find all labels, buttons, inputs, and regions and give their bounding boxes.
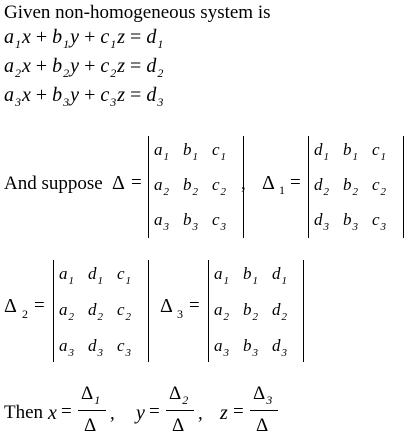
coef-a: a	[4, 26, 14, 48]
determinant-left-bar	[53, 260, 54, 362]
entry-letter: b	[343, 140, 352, 159]
entry-index: 2	[223, 311, 229, 323]
entry-letter: d	[88, 300, 97, 319]
entry-index: 2	[68, 311, 74, 323]
index: 3	[157, 95, 164, 109]
entry-index: 2	[97, 311, 103, 323]
var-z: z	[117, 55, 126, 77]
entry-letter: b	[243, 300, 252, 319]
entry-index: 3	[125, 347, 132, 359]
entry-letter: c	[117, 300, 125, 319]
entry-letter: d	[272, 264, 281, 283]
entry-letter: a	[154, 210, 163, 229]
determinant-entry	[183, 140, 199, 163]
equals: =	[125, 55, 147, 77]
var-x: x	[22, 26, 31, 48]
delta1-subscript: 1	[279, 183, 285, 197]
entry-letter: d	[314, 175, 323, 194]
equation-line	[4, 26, 164, 49]
index: 1	[157, 37, 164, 51]
entry-index: 1	[97, 275, 103, 287]
entry-index: 1	[380, 151, 387, 163]
determinant-entry	[117, 300, 132, 323]
const-d: d	[146, 84, 157, 106]
equals-sign: =	[131, 172, 142, 193]
equals-sign: =	[290, 172, 301, 193]
plus: +	[30, 84, 53, 106]
equation-line	[4, 84, 164, 107]
entry-index: 1	[323, 151, 329, 163]
determinant-entry	[272, 264, 288, 287]
index: 3	[63, 95, 70, 109]
coef-c: c	[100, 84, 110, 106]
solution-variable: y	[136, 402, 145, 424]
entry-index: 2	[125, 311, 132, 323]
var-y: y	[70, 84, 80, 106]
entry-index: 2	[192, 186, 198, 198]
entry-index: 1	[223, 275, 229, 287]
entry-index: 3	[68, 347, 74, 359]
index: 1	[15, 37, 21, 51]
entry-index: 3	[223, 347, 229, 359]
determinant-entry	[214, 264, 230, 287]
comma: ,	[241, 173, 246, 194]
determinant-entry	[372, 140, 387, 163]
determinant-entry	[243, 300, 259, 323]
determinant-entry	[88, 264, 104, 287]
determinant-right-bar	[403, 136, 404, 238]
entry-index: 3	[281, 347, 287, 359]
determinant-entry	[214, 300, 230, 323]
fraction-denominator: Δ	[256, 415, 269, 436]
determinant-entry	[88, 300, 104, 323]
entry-index: 1	[281, 275, 287, 287]
delta-symbol: Δ	[169, 383, 182, 404]
var-x: x	[22, 55, 31, 77]
then-label: Then	[4, 402, 44, 423]
coef-b: b	[52, 26, 63, 48]
entry-letter: a	[59, 264, 68, 283]
determinant-entry	[154, 175, 170, 198]
delta2-symbol: Δ	[4, 295, 17, 317]
entry-letter: c	[372, 210, 380, 229]
entry-letter: d	[272, 300, 281, 319]
determinant-right-bar	[148, 260, 149, 362]
entry-index: 2	[163, 186, 169, 198]
plus: +	[79, 26, 101, 48]
delta1-symbol: Δ	[262, 172, 275, 194]
coef-c: c	[100, 55, 110, 77]
determinant-entry	[212, 140, 227, 163]
determinant-entry	[214, 336, 230, 359]
index: 2	[15, 66, 21, 80]
numerator-index: 2	[182, 393, 189, 407]
equals: =	[125, 26, 147, 48]
determinant-right-bar	[303, 260, 304, 362]
var-z: z	[117, 84, 126, 106]
entry-index: 1	[68, 275, 74, 287]
equation-line	[4, 55, 164, 78]
entry-index: 2	[220, 186, 227, 198]
entry-index: 3	[192, 221, 198, 233]
comma: ,	[198, 403, 203, 424]
determinant-entry	[88, 336, 104, 359]
var-y: y	[70, 26, 80, 48]
determinant-entry	[272, 300, 288, 323]
determinant-entry	[59, 336, 75, 359]
determinant-entry	[183, 210, 199, 233]
coef-b: b	[52, 84, 63, 106]
entry-letter: b	[183, 210, 192, 229]
fraction-numerator	[81, 383, 101, 405]
entry-letter: a	[154, 175, 163, 194]
determinant-entry	[343, 210, 359, 233]
entry-letter: c	[117, 264, 125, 283]
delta3-subscript: 3	[177, 307, 183, 321]
entry-letter: a	[59, 336, 68, 355]
determinant-entry	[372, 210, 387, 233]
entry-letter: a	[214, 300, 223, 319]
index: 3	[110, 95, 117, 109]
entry-letter: b	[183, 140, 192, 159]
var-z: z	[117, 26, 126, 48]
determinant-left-bar	[308, 136, 309, 238]
entry-index: 3	[380, 221, 387, 233]
delta3-symbol: Δ	[160, 295, 173, 317]
fraction-bar	[250, 410, 278, 411]
intro-text: Given non-homogeneous system is	[4, 2, 271, 23]
fraction-numerator	[169, 383, 189, 405]
coef-a: a	[4, 84, 14, 106]
plus: +	[79, 84, 101, 106]
entry-letter: c	[372, 175, 380, 194]
equals-sign: =	[149, 401, 160, 422]
equals-sign: =	[61, 401, 72, 422]
entry-index: 1	[220, 151, 227, 163]
entry-letter: a	[214, 336, 223, 355]
delta-symbol: Δ	[112, 172, 125, 194]
equals-sign: =	[233, 401, 244, 422]
entry-letter: c	[212, 140, 220, 159]
determinant-entry	[212, 175, 227, 198]
coef-b: b	[52, 55, 63, 77]
entry-index: 3	[163, 221, 169, 233]
delta-symbol: Δ	[253, 383, 266, 404]
coef-a: a	[4, 55, 14, 77]
determinant-entry	[183, 175, 199, 198]
determinant-entry	[117, 264, 132, 287]
coef-c: c	[100, 26, 110, 48]
determinant-entry	[59, 264, 75, 287]
determinant-entry	[117, 336, 132, 359]
entry-letter: b	[243, 264, 252, 283]
fraction-bar	[166, 410, 194, 411]
fraction-denominator: Δ	[172, 415, 185, 436]
determinant-left-bar	[148, 136, 149, 238]
const-d: d	[146, 26, 157, 48]
determinant-entry	[154, 140, 170, 163]
entry-index: 2	[352, 186, 358, 198]
entry-letter: d	[88, 264, 97, 283]
entry-letter: b	[343, 210, 352, 229]
entry-letter: c	[372, 140, 380, 159]
fraction-numerator	[253, 383, 273, 405]
equals: =	[125, 84, 147, 106]
solution-variable: x	[48, 402, 57, 424]
entry-letter: c	[212, 210, 220, 229]
determinant-entry	[343, 140, 359, 163]
entry-letter: b	[183, 175, 192, 194]
plus: +	[30, 26, 53, 48]
numerator-index: 1	[94, 393, 101, 407]
equals-sign: =	[34, 295, 45, 316]
determinant-entry	[59, 300, 75, 323]
entry-letter: d	[272, 336, 281, 355]
const-d: d	[146, 55, 157, 77]
entry-index: 1	[192, 151, 198, 163]
determinant-entry	[154, 210, 170, 233]
entry-letter: a	[154, 140, 163, 159]
entry-index: 1	[252, 275, 258, 287]
entry-index: 2	[323, 186, 329, 198]
entry-index: 2	[252, 311, 258, 323]
entry-letter: a	[214, 264, 223, 283]
index: 2	[63, 66, 70, 80]
determinant-entry	[243, 264, 259, 287]
determinant-entry	[243, 336, 259, 359]
suppose-label: And suppose	[4, 173, 103, 194]
determinant-left-bar	[208, 260, 209, 362]
var-y: y	[70, 55, 80, 77]
determinant-entry	[343, 175, 359, 198]
delta-symbol: Δ	[81, 383, 94, 404]
entry-index: 2	[380, 186, 387, 198]
entry-index: 3	[252, 347, 258, 359]
determinant-entry	[212, 210, 227, 233]
entry-letter: d	[314, 210, 323, 229]
comma: ,	[110, 403, 115, 424]
entry-letter: b	[343, 175, 352, 194]
entry-letter: d	[88, 336, 97, 355]
entry-letter: a	[59, 300, 68, 319]
delta2-subscript: 2	[22, 307, 28, 321]
entry-letter: b	[243, 336, 252, 355]
index: 1	[110, 37, 117, 51]
determinant-entry	[372, 175, 387, 198]
numerator-index: 3	[266, 393, 273, 407]
entry-index: 3	[97, 347, 103, 359]
plus: +	[30, 55, 53, 77]
equals-sign: =	[189, 295, 200, 316]
index: 2	[110, 66, 117, 80]
solution-variable: z	[220, 402, 228, 424]
index: 3	[15, 95, 21, 109]
entry-letter: c	[117, 336, 125, 355]
entry-index: 3	[220, 221, 227, 233]
determinant-entry	[314, 210, 330, 233]
entry-index: 3	[352, 221, 358, 233]
entry-index: 1	[352, 151, 358, 163]
fraction-bar	[78, 410, 106, 411]
fraction-denominator: Δ	[84, 415, 97, 436]
var-x: x	[22, 84, 31, 106]
entry-letter: c	[212, 175, 220, 194]
index: 1	[63, 37, 70, 51]
plus: +	[79, 55, 101, 77]
determinant-entry	[272, 336, 288, 359]
index: 2	[157, 66, 164, 80]
entry-index: 2	[281, 311, 287, 323]
entry-index: 3	[323, 221, 329, 233]
entry-index: 1	[163, 151, 169, 163]
determinant-entry	[314, 175, 330, 198]
determinant-entry	[314, 140, 330, 163]
entry-index: 1	[125, 275, 132, 287]
entry-letter: d	[314, 140, 323, 159]
